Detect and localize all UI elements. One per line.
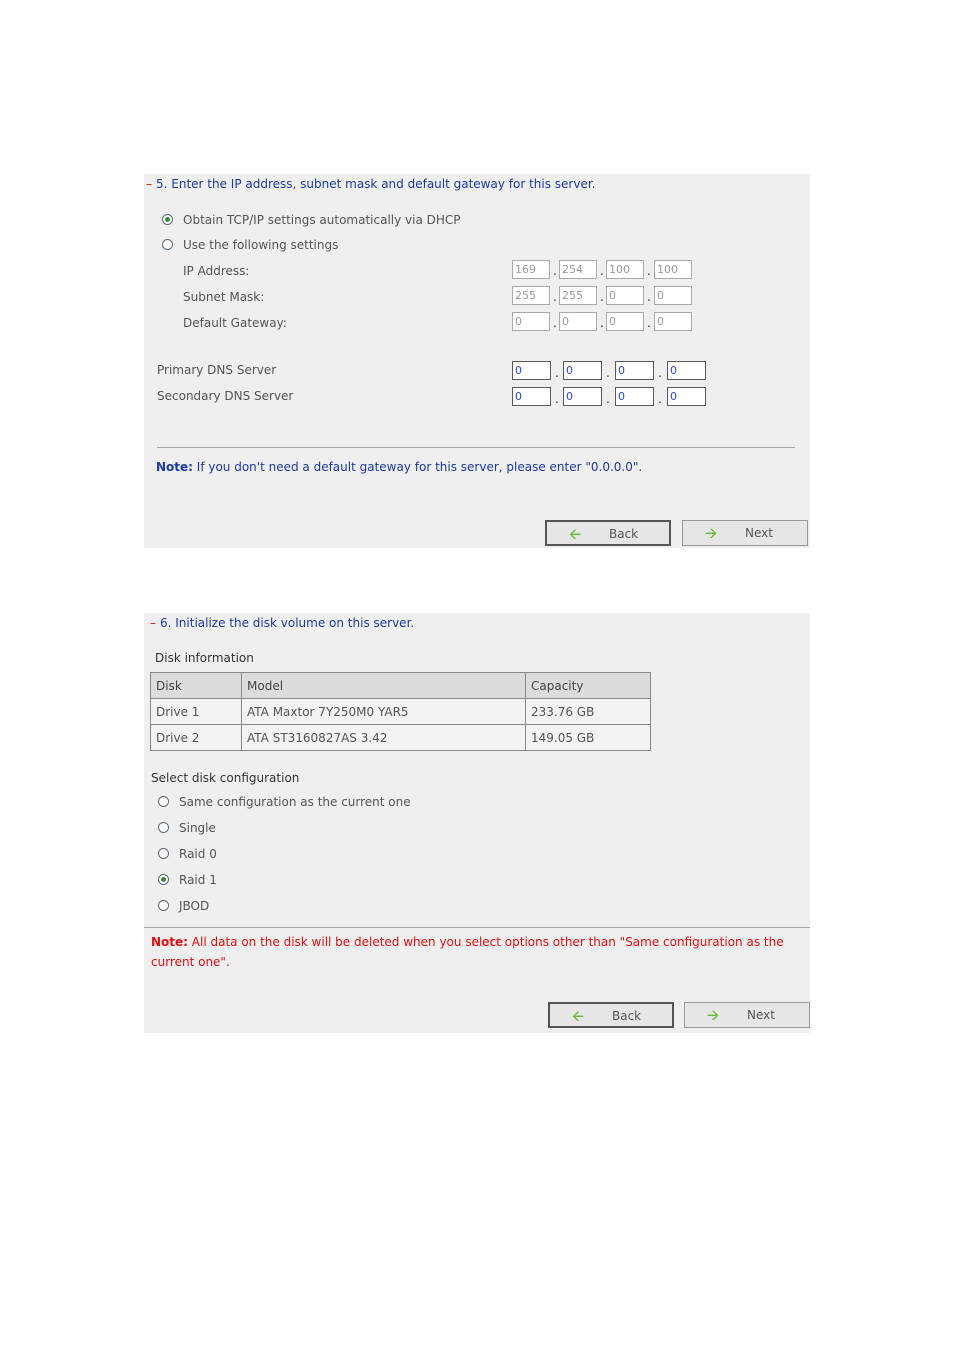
option-single-radio[interactable] — [158, 822, 169, 833]
dot-separator: . — [553, 316, 557, 330]
primary-dns-label: Primary DNS Server — [157, 363, 277, 377]
network-settings-panel — [144, 174, 810, 548]
ip-address-label: IP Address: — [183, 264, 250, 278]
arrow-left-icon: 🡨 — [572, 1007, 585, 1025]
collapse-dash-icon[interactable]: – — [146, 177, 152, 191]
option-label: Raid 0 — [179, 847, 217, 861]
next-button[interactable]: 🡪 Next — [684, 1002, 810, 1028]
ip-octet-3[interactable] — [606, 260, 644, 279]
delete-warning-note: Note: All data on the disk will be deleted when you select options other than "Same configuration as the — [151, 935, 784, 949]
gateway-octet-2[interactable] — [559, 312, 597, 331]
dot-separator: . — [600, 316, 604, 330]
option-label: Raid 1 — [179, 873, 217, 887]
option-raid1-radio[interactable] — [158, 874, 169, 885]
dhcp-radio[interactable] — [162, 214, 173, 225]
secondary-dns-label: Secondary DNS Server — [157, 389, 294, 403]
disk-table — [150, 672, 651, 751]
gateway-note: Note: If you don't need a default gateway for this server, please enter "0.0.0.0". — [156, 460, 643, 474]
secondary-dns-octet-2[interactable] — [563, 387, 602, 406]
table-row — [151, 699, 651, 725]
header-model: Model — [242, 673, 526, 699]
dot-separator: . — [647, 316, 651, 330]
option-jbod-radio[interactable] — [158, 900, 169, 911]
subnet-octet-2[interactable] — [559, 286, 597, 305]
manual-settings-radio[interactable] — [162, 239, 173, 250]
dot-separator: . — [647, 264, 651, 278]
gateway-octet-1[interactable] — [512, 312, 550, 331]
dot-separator: . — [647, 290, 651, 304]
ip-octet-2[interactable] — [559, 260, 597, 279]
gateway-octet-3[interactable] — [606, 312, 644, 331]
cell-capacity: 233.76 GB — [526, 699, 651, 725]
cell-capacity: 149.05 GB — [526, 725, 651, 751]
dhcp-option-label: Obtain TCP/IP settings automatically via DHCP — [183, 213, 461, 227]
subnet-mask-label: Subnet Mask: — [183, 290, 265, 304]
dot-separator: . — [606, 366, 610, 380]
primary-dns-octet-3[interactable] — [615, 361, 654, 380]
table-header-row — [151, 673, 651, 699]
manual-option-label: Use the following settings — [183, 238, 339, 252]
subnet-octet-3[interactable] — [606, 286, 644, 305]
step-title: – 6. Initialize the disk volume on this server. — [150, 616, 415, 630]
subnet-octet-4[interactable] — [654, 286, 692, 305]
secondary-dns-octet-1[interactable] — [512, 387, 551, 406]
option-label: JBOD — [179, 899, 210, 913]
gateway-octet-4[interactable] — [654, 312, 692, 331]
option-label: Single — [179, 821, 216, 835]
disk-config-label: Select disk configuration — [151, 771, 300, 785]
table-row — [151, 725, 651, 751]
step-title: – 5. Enter the IP address, subnet mask and default gateway for this server. — [146, 177, 596, 191]
subnet-octet-1[interactable] — [512, 286, 550, 305]
delete-warning-note-line2: current one". — [151, 955, 230, 969]
cell-model: ATA ST3160827AS 3.42 — [242, 725, 526, 751]
next-button[interactable]: 🡪 Next — [682, 520, 808, 546]
primary-dns-octet-1[interactable] — [512, 361, 551, 380]
divider — [157, 447, 795, 448]
dot-separator: . — [658, 392, 662, 406]
dot-separator: . — [600, 290, 604, 304]
dot-separator: . — [555, 392, 559, 406]
cell-disk: Drive 2 — [151, 725, 242, 751]
divider — [144, 927, 810, 928]
cell-disk: Drive 1 — [151, 699, 242, 725]
disk-information-label: Disk information — [155, 651, 254, 665]
header-disk: Disk — [151, 673, 242, 699]
disk-volume-panel — [144, 613, 810, 1033]
back-button[interactable]: 🡨 Back — [548, 1002, 674, 1028]
dot-separator: . — [606, 392, 610, 406]
ip-octet-1[interactable] — [512, 260, 550, 279]
option-same-config-radio[interactable] — [158, 796, 169, 807]
dot-separator: . — [555, 366, 559, 380]
arrow-left-icon: 🡨 — [569, 525, 582, 543]
primary-dns-octet-4[interactable] — [667, 361, 706, 380]
collapse-dash-icon[interactable]: – — [150, 616, 156, 630]
arrow-right-icon: 🡪 — [705, 524, 718, 542]
arrow-right-icon: 🡪 — [707, 1006, 720, 1024]
header-capacity: Capacity — [526, 673, 651, 699]
option-raid0-radio[interactable] — [158, 848, 169, 859]
primary-dns-octet-2[interactable] — [563, 361, 602, 380]
ip-octet-4[interactable] — [654, 260, 692, 279]
cell-model: ATA Maxtor 7Y250M0 YAR5 — [242, 699, 526, 725]
dot-separator: . — [600, 264, 604, 278]
secondary-dns-octet-4[interactable] — [667, 387, 706, 406]
back-button[interactable]: 🡨 Back — [545, 520, 671, 546]
option-label: Same configuration as the current one — [179, 795, 411, 809]
secondary-dns-octet-3[interactable] — [615, 387, 654, 406]
dot-separator: . — [553, 264, 557, 278]
default-gateway-label: Default Gateway: — [183, 316, 287, 330]
dot-separator: . — [658, 366, 662, 380]
dot-separator: . — [553, 290, 557, 304]
